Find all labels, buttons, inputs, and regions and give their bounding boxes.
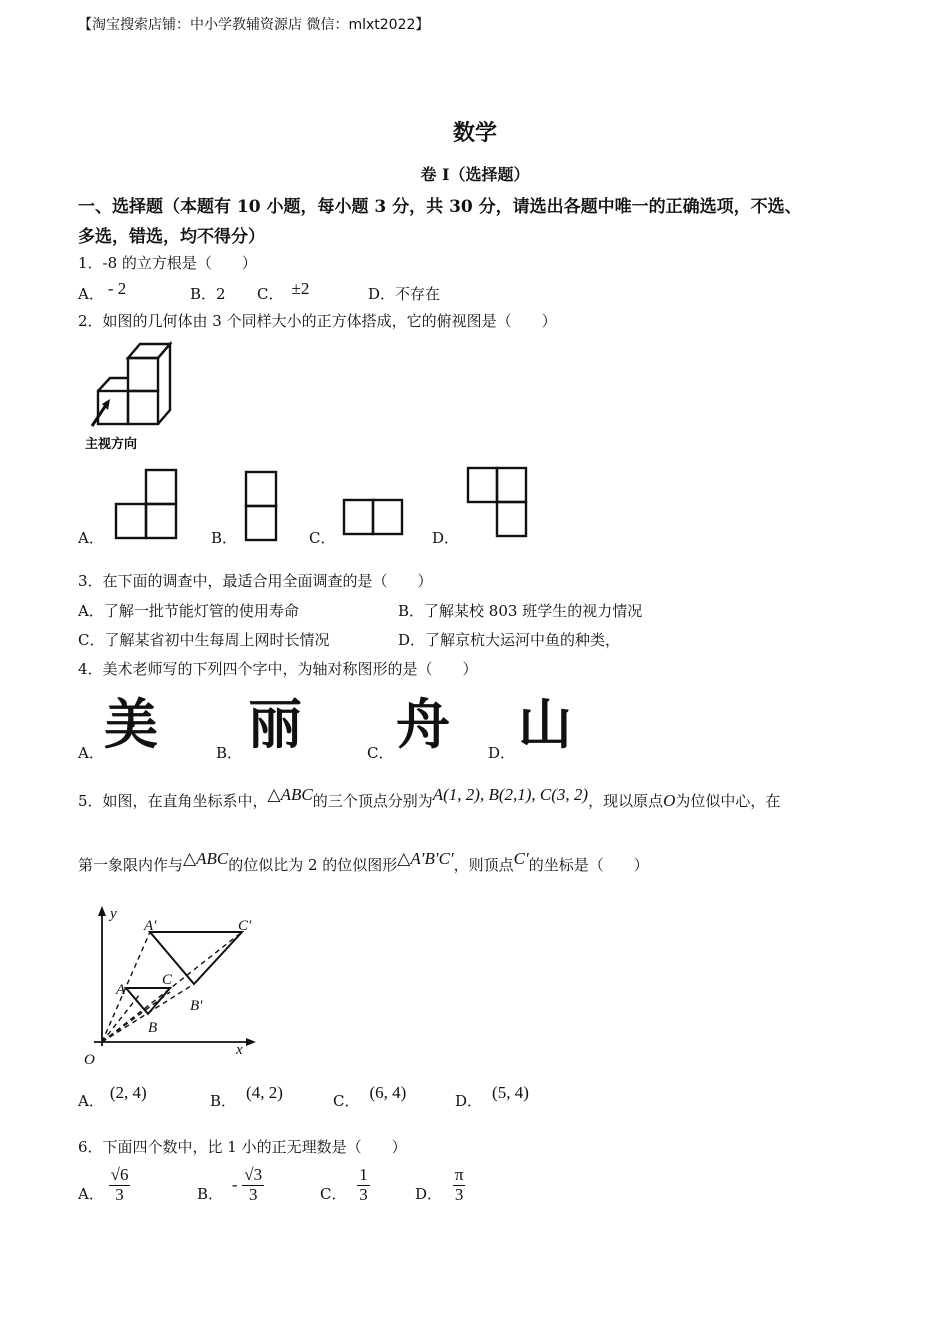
q4-option-c: C． [367,744,394,762]
q4-char-c: 舟 [396,693,450,756]
q2-option-b: B． [211,529,238,547]
q6-stem: 6．下面四个数中，比 1 小的正无理数是（ ） [78,1138,407,1156]
q4-option-b: B． [216,744,243,762]
q3-option-b: B．了解某校 803 班学生的视力情况 [398,602,643,620]
q6-option-d: D． $\frac{\pi}{3}$ [415,1165,464,1204]
fig-label-a: A [116,982,126,998]
q2-option-a-figure [114,468,180,542]
q6-d-fraction: $\frac{\pi}{3}$ [454,1165,464,1204]
q6-b-fraction: $\frac{√3}{3}$ [244,1165,263,1204]
q2-option-a: A． [78,529,104,547]
q5-line2: 第一象限内作与△ABC的位似比为 2 的位似图形△A′B′C′，则顶点C′的坐标是（ ） [78,849,649,874]
q2-option-d-figure [466,466,530,542]
fig-label-x: x [236,1042,243,1058]
q5-option-c: C． (6, 4) [333,1083,407,1110]
fig-label-c-prime: C′ [238,918,252,934]
q2-solid-figure [80,338,180,456]
fig-label-a-prime: A′ [144,918,157,934]
q2-option-b-figure [244,470,278,542]
q5-coordinate-figure [80,902,270,1072]
q4-char-a: 美 [104,693,158,756]
q6-option-a: A． $\frac{√6}{3}$ [78,1165,129,1204]
fig-label-b-prime: B′ [190,998,203,1014]
fig-label-b: B [148,1020,158,1036]
page-title: 数学 [452,121,497,146]
q2-option-c-figure [342,498,404,538]
q5-line1: 5．如图，在直角坐标系中，△ABC的三个顶点分别为A(1, 2), B(2,1), C(3, 2)，现以原点O为位似中心，在 [78,785,781,810]
q5-option-b: B． (4, 2) [210,1083,283,1110]
q6-a-fraction: $\frac{√6}{3}$ [110,1165,129,1204]
q4-stem: 4．美术老师写的下列四个字中，为轴对称图形的是（ ） [78,660,478,678]
q4-char-b: 丽 [248,693,302,756]
q2-option-d: D． [432,529,460,547]
q5-option-d: D． (5, 4) [455,1083,529,1110]
q2-stem: 2．如图的几何体由 3 个同样大小的正方体搭成，它的俯视图是（ ） [78,312,557,330]
fig-label-y: y [110,906,117,922]
q1-stem: 1．-8 的立方根是（ ） [78,254,257,272]
q6-option-c: C． $\frac{1}{3}$ [320,1165,368,1204]
page-header: 【淘宝搜索店铺：中小学教辅资源店 微信：mlxt2022】 [78,17,430,33]
view-direction-label: 主视方向 [85,437,138,452]
q6-c-fraction: $\frac{1}{3}$ [359,1165,368,1204]
q4-option-d: D． [488,744,516,762]
q1-option-d: D．不存在 [368,285,441,303]
fig-label-o: O [84,1052,95,1068]
q4-option-a: A． [78,744,104,762]
section-heading-line1: 一、选择题（本题有 10 小题，每小题 3 分，共 30 分，请选出各题中唯一的正确选项，不选、 [78,197,802,217]
q5-option-a: A． (2, 4) [78,1083,147,1110]
fig-label-c: C [162,972,173,988]
q1-option-c: C． ±2 [257,279,310,303]
q6-option-b: B． - $\frac{√3}{3}$ [197,1165,263,1204]
q1-option-a: A． - 2 [78,279,127,303]
q3-option-c: C．了解某省初中生每周上网时长情况 [78,631,330,649]
q3-option-a: A．了解一批节能灯管的使用寿命 [78,602,299,620]
q4-char-d: 山 [518,693,572,756]
q1-option-b: B．2 [190,285,226,303]
q2-option-c: C． [309,529,336,547]
volume-title: 卷 I（选择题） [420,165,530,184]
section-heading-line2: 多选，错选，均不得分） [78,227,265,247]
q3-stem: 3．在下面的调查中，最适合用全面调查的是（ ） [78,572,433,590]
q3-option-d: D．了解京杭大运河中鱼的种类， [398,631,621,649]
